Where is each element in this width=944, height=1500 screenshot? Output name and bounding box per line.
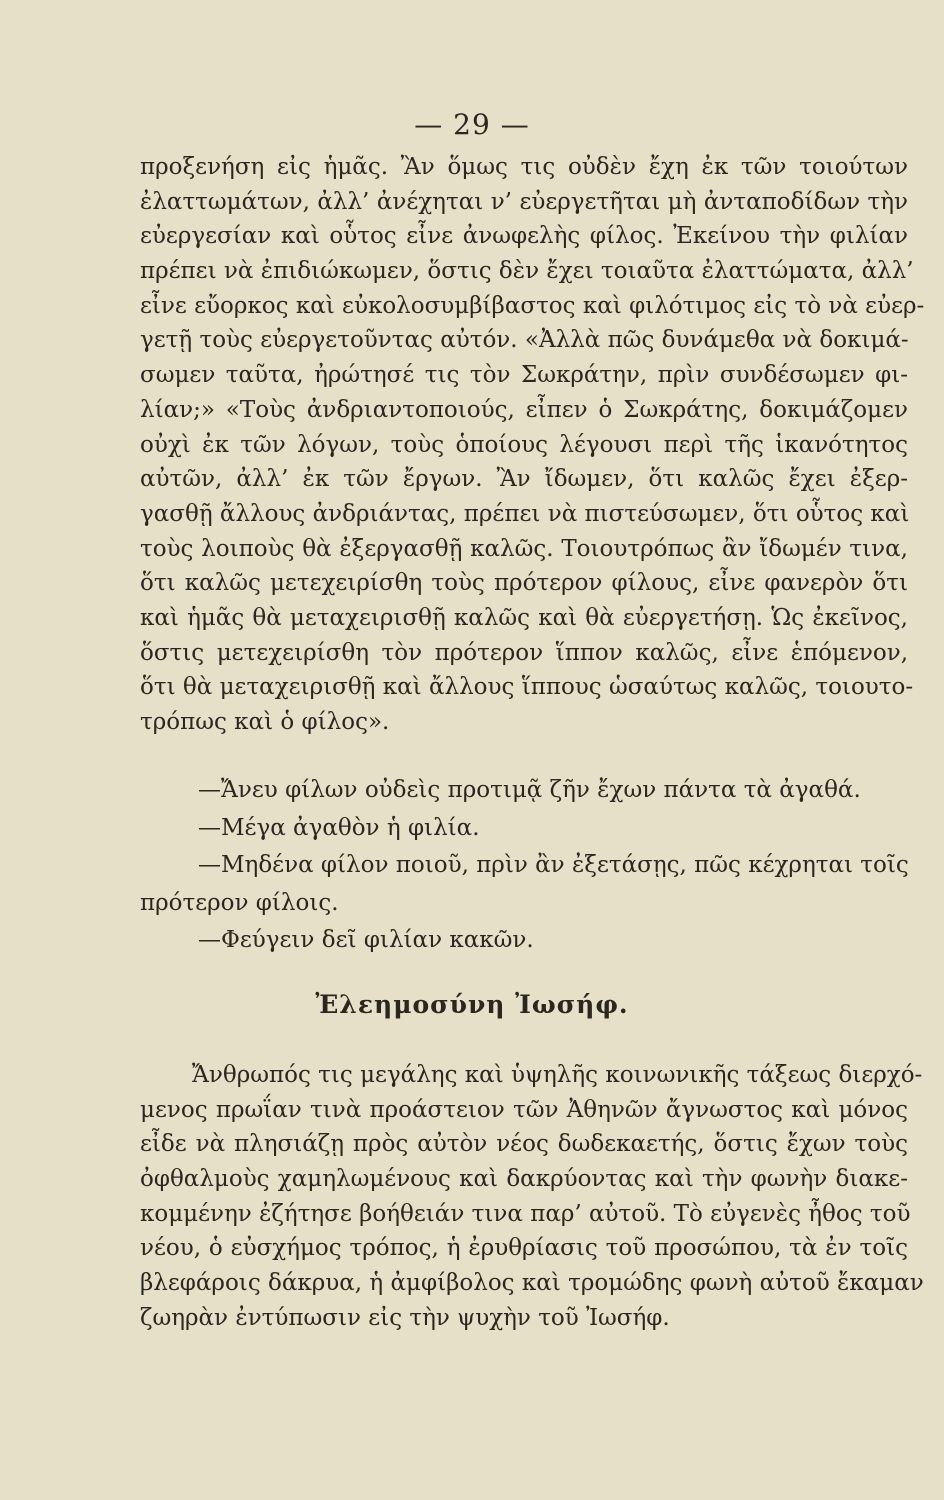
text-line: ὀφθαλμοὺς χαμηλωμένους καὶ δακρύοντας καὶ τὴν φωνὴν διακε- — [140, 1166, 908, 1193]
text-line: καὶ ἡμᾶς θὰ μεταχειρισθῇ καλῶς καὶ θὰ εὐεργετήσῃ. Ὡς ἐκεῖνος, — [140, 604, 908, 631]
saying: —Μηδένα φίλον ποιοῦ, πρὶν ἂν ἐξετάσῃς, πῶς κέχρηται τοῖς — [198, 852, 909, 878]
saying: —Μέγα ἀγαθὸν ἡ φιλία. — [198, 814, 480, 841]
text-line: εἶδε νὰ πλησιάζῃ πρὸς αὐτὸν νέος δωδεκαετής, ὅστις ἔχων τοὺς — [140, 1131, 908, 1158]
text-line: γετῇ τοὺς εὐεργετοῦντας αὐτόν. «Ἀλλὰ πῶς δυνάμεθα νὰ δοκιμά- — [140, 327, 909, 354]
text-line: τρόπως καὶ ὁ φίλος». — [140, 709, 390, 735]
text-line: γασθῇ ἄλλους ἀνδριάντας, πρέπει νὰ πιστεύσωμεν, ὅτι οὗτος καὶ — [140, 500, 910, 527]
sayings-list — [140, 772, 908, 960]
text-line: σωμεν ταῦτα, ἠρώτησέ τις τὸν Σωκράτην, πρὶν συνδέσωμεν φι- — [140, 362, 908, 389]
paragraph-joseph — [140, 1058, 924, 1336]
text-line: ὅστις μετεχειρίσθη τὸν πρότερον ἵππον καλῶς, εἶνε ἑπόμενον, — [140, 639, 908, 666]
text-line: μενος πρωΐαν τινὰ προάστειον τῶν Ἀθηνῶν ἄγνωστος καὶ μόνος — [140, 1096, 908, 1123]
text-line: ἐλαττωμάτων, ἀλλ’ ἀνέχηται ν’ εὐεργετῆται μὴ ἀνταποδίδων τὴν — [140, 188, 908, 215]
text-line: αὐτῶν, ἀλλ’ ἐκ τῶν ἔργων. Ἂν ἴδωμεν, ὅτι καλῶς ἔχει ἐξερ- — [140, 466, 908, 493]
section-heading: Ἐλεημοσύνη Ἰωσήφ. — [315, 990, 629, 1019]
saying: —Ἄνευ φίλων οὐδεὶς προτιμᾷ ζῆν ἔχων πάντα τὰ ἀγαθά. — [198, 777, 861, 803]
text-line: λίαν;» «Τοὺς ἀνδριαντοποιούς, εἶπεν ὁ Σωκράτης, δοκιμάζομεν — [140, 396, 908, 423]
page-number: — 29 — — [414, 108, 530, 141]
text-line: ὅτι θὰ μεταχειρισθῇ καὶ ἄλλους ἵππους ὡσαύτως καλῶς, τοιουτο- — [140, 674, 914, 701]
text-line: νέου, ὁ εὐσχήμος τρόπος, ἡ ἐρυθρίασις τοῦ προσώπου, τὰ ἐν τοῖς — [140, 1235, 908, 1262]
text-line: πρέπει νὰ ἐπιδιώκωμεν, ὅστις δὲν ἔχει τοιαῦτα ἐλαττώματα, ἀλλ’ — [140, 258, 914, 285]
paragraph-friendship — [140, 150, 925, 740]
text-line: βλεφάροις δάκρυα, ἡ ἀμφίβολος καὶ τρομώδης φωνὴ αὐτοῦ ἔκαμαν — [140, 1270, 924, 1297]
text-line: προξενήση εἰς ἡμᾶς. Ἂν ὅμως τις οὐδὲν ἔχη ἐκ τῶν τοιούτων — [140, 154, 908, 180]
text-line: ὅτι καλῶς μετεχειρίσθη τοὺς πρότερον φίλους, εἶνε φανερὸν ὅτι — [140, 570, 908, 597]
text-line: Ἄνθρωπός τις μεγάλης καὶ ὑψηλῆς κοινωνικῆς τάξεως διερχό- — [192, 1062, 923, 1088]
text-line: κομμένην ἐζήτησε βοήθειάν τινα παρ’ αὐτοῦ. Τὸ εὐγενὲς ἦθος τοῦ — [140, 1200, 911, 1227]
saying-continuation: πρότερον φίλοις. — [140, 889, 339, 916]
saying: —Φεύγειν δεῖ φιλίαν κακῶν. — [198, 927, 534, 953]
text-line: τοὺς λοιποὺς θὰ ἐξεργασθῇ καλῶς. Τοιουτρόπως ἂν ἴδωμέν τινα, — [140, 535, 908, 562]
text-line: εὐεργεσίαν καὶ οὗτος εἶνε ἀνωφελὴς φίλος. Ἐκείνου τὴν φιλίαν — [140, 223, 908, 250]
text-line: ζωηρὰν ἐντύπωσιν εἰς τὴν ψυχὴν τοῦ Ἰωσήφ. — [140, 1304, 670, 1331]
text-line: εἶνε εὔορκος καὶ εὐκολοσυμβίβαστος καὶ φιλότιμος εἰς τὸ νὰ εὐερ- — [140, 292, 925, 319]
text-line: οὐχὶ ἐκ τῶν λόγων, τοὺς ὁποίους λέγουσι περὶ τῆς ἱκανότητος — [140, 431, 908, 458]
